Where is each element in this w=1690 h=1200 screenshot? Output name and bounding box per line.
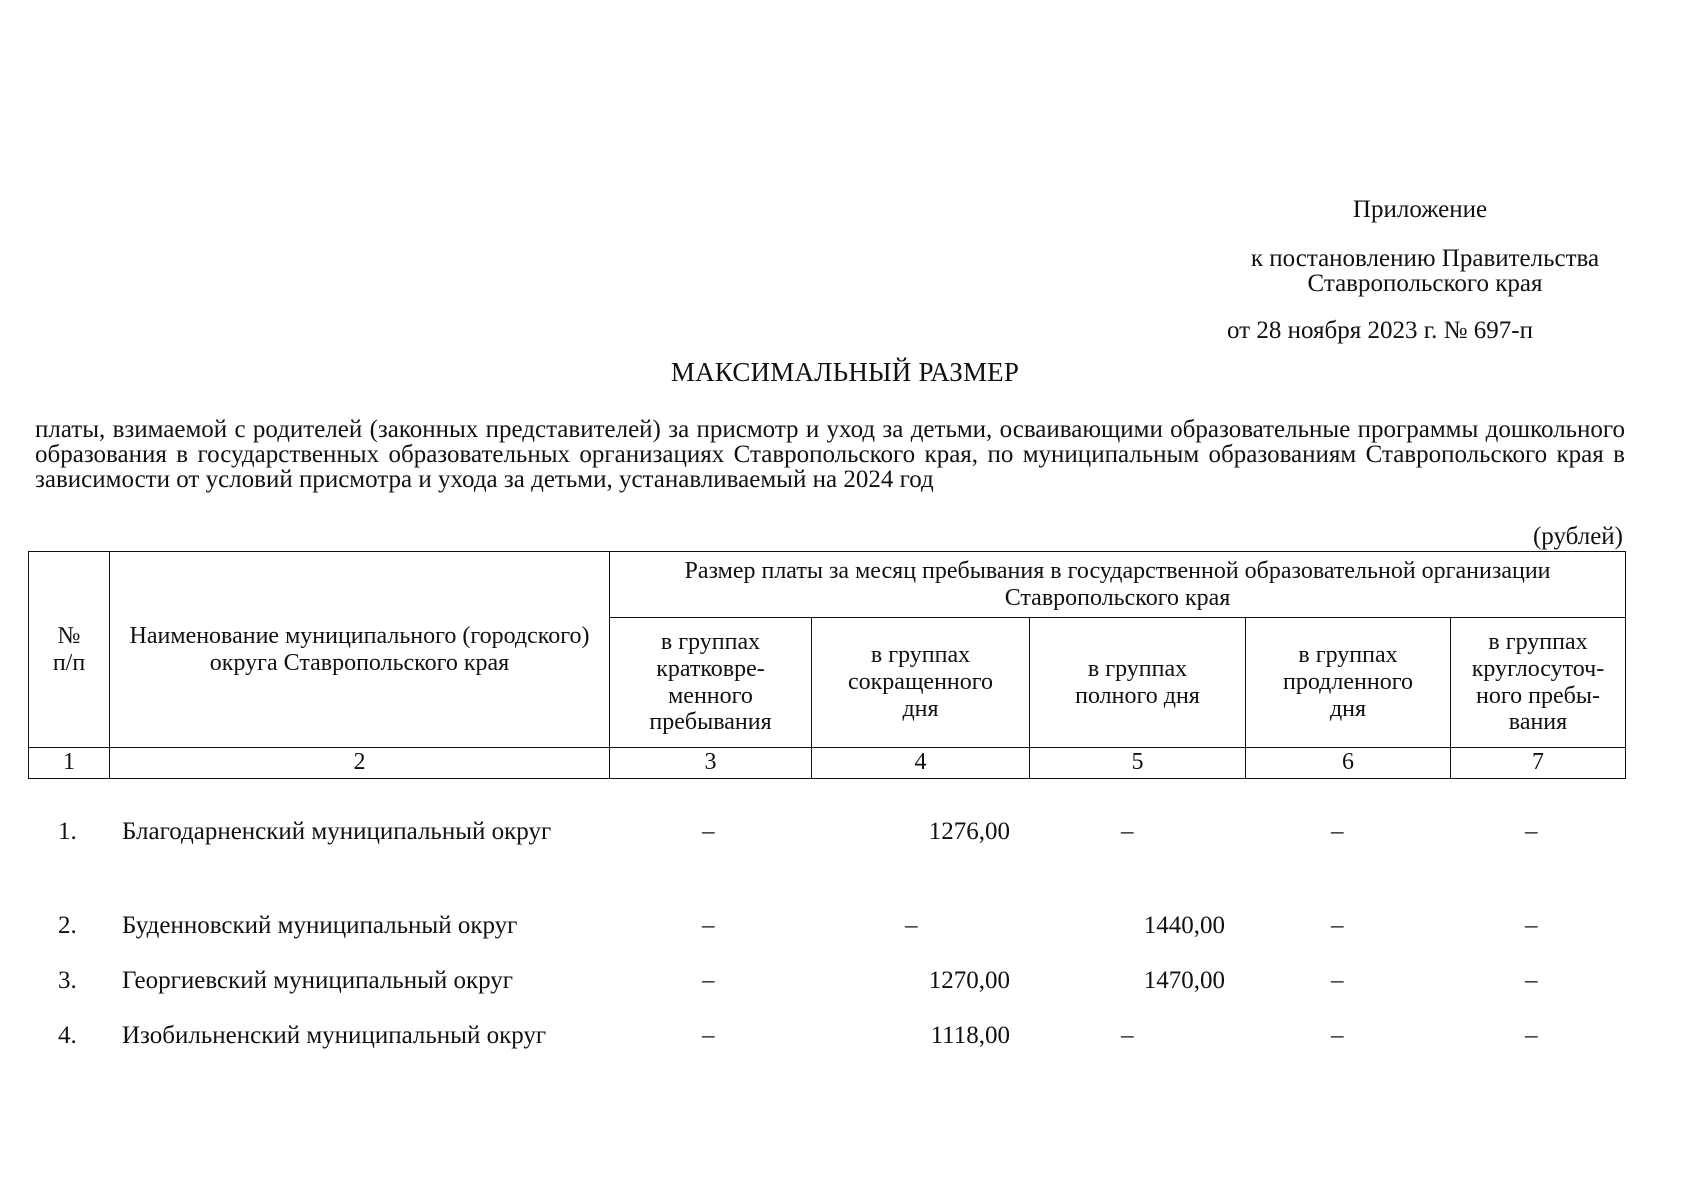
col-number: 7: [1451, 748, 1626, 779]
col-header-short-stay: в группах кратковре- менного пребывания: [610, 618, 812, 748]
district-name: Георгиевский муниципальный округ: [122, 967, 514, 994]
fee-full-day: 1440,00: [1143, 912, 1225, 939]
appendix-reference-line2: Ставропольского края: [1307, 270, 1543, 297]
fee-reduced-day: 1276,00: [928, 818, 1010, 845]
col-header-number: № п/п: [29, 552, 110, 748]
fee-extended-day: –: [1331, 912, 1344, 939]
fee-extended-day: –: [1331, 1022, 1344, 1049]
fee-round-the-clock: –: [1525, 967, 1538, 994]
row-number: 3.: [58, 967, 77, 994]
fee-reduced-day: 1118,00: [930, 1022, 1010, 1049]
fee-reduced-day: –: [905, 912, 918, 939]
col-number: 1: [29, 748, 110, 779]
district-name: Буденновский муниципальный округ: [122, 912, 518, 939]
col-number: 5: [1030, 748, 1246, 779]
appendix-date: от 28 ноября 2023 г. № 697-п: [1227, 317, 1533, 344]
fee-round-the-clock: –: [1525, 1022, 1538, 1049]
fee-extended-day: –: [1331, 967, 1344, 994]
fee-extended-day: –: [1331, 818, 1344, 845]
col-number: 3: [610, 748, 812, 779]
row-number: 2.: [58, 912, 77, 939]
col-number: 4: [812, 748, 1030, 779]
col-number: 2: [110, 748, 610, 779]
appendix-label: Приложение: [1352, 196, 1488, 223]
fee-reduced-day: 1270,00: [928, 967, 1010, 994]
col-number: 6: [1246, 748, 1451, 779]
document-subtitle: платы, взимаемой с родителей (законных представителей) за присмотр и уход за детьми, осваивающими образовательные программы дошкольного образования в государственных образовательных организациях Ставропольского края, по муниципальным образованиям Ставропольского края в зависимости от условий присмотра и ухода за детьми, устанавливаемый на 2024 год: [35, 416, 1625, 493]
fee-full-day: –: [1121, 818, 1134, 845]
col-header-name: Наименование муниципального (городского) округа Ставропольского края: [110, 552, 610, 748]
row-number: 4.: [58, 1022, 77, 1049]
fee-round-the-clock: –: [1525, 912, 1538, 939]
fee-table-header: [28, 551, 1626, 779]
fee-short-stay: –: [702, 1022, 715, 1049]
fee-short-stay: –: [702, 818, 715, 845]
row-number: 1.: [58, 818, 77, 845]
fee-full-day: 1470,00: [1143, 967, 1225, 994]
fee-short-stay: –: [702, 912, 715, 939]
district-name: Изобильненский муниципальный округ: [122, 1022, 547, 1049]
appendix-reference-line1: к постановлению Правительства: [1250, 245, 1600, 272]
col-header-reduced-day: в группах сокращенного дня: [812, 618, 1030, 748]
units-label: (рублей): [1532, 523, 1623, 550]
document-title: МАКСИМАЛЬНЫЙ РАЗМЕР: [670, 357, 1020, 387]
fee-full-day: –: [1121, 1022, 1134, 1049]
col-header-group: Размер платы за месяц пребывания в государственной образовательной организации Ставропольского края: [610, 552, 1626, 618]
col-header-extended-day: в группах продленного дня: [1246, 618, 1451, 748]
district-name: Благодарненский муниципальный округ: [122, 818, 552, 845]
col-header-full-day: в группах полного дня: [1030, 618, 1246, 748]
fee-round-the-clock: –: [1525, 818, 1538, 845]
appendix-reference: [1215, 246, 1635, 296]
fee-short-stay: –: [702, 967, 715, 994]
col-header-round-the-clock: в группах круглосуточ- ного пребы- вания: [1451, 618, 1626, 748]
